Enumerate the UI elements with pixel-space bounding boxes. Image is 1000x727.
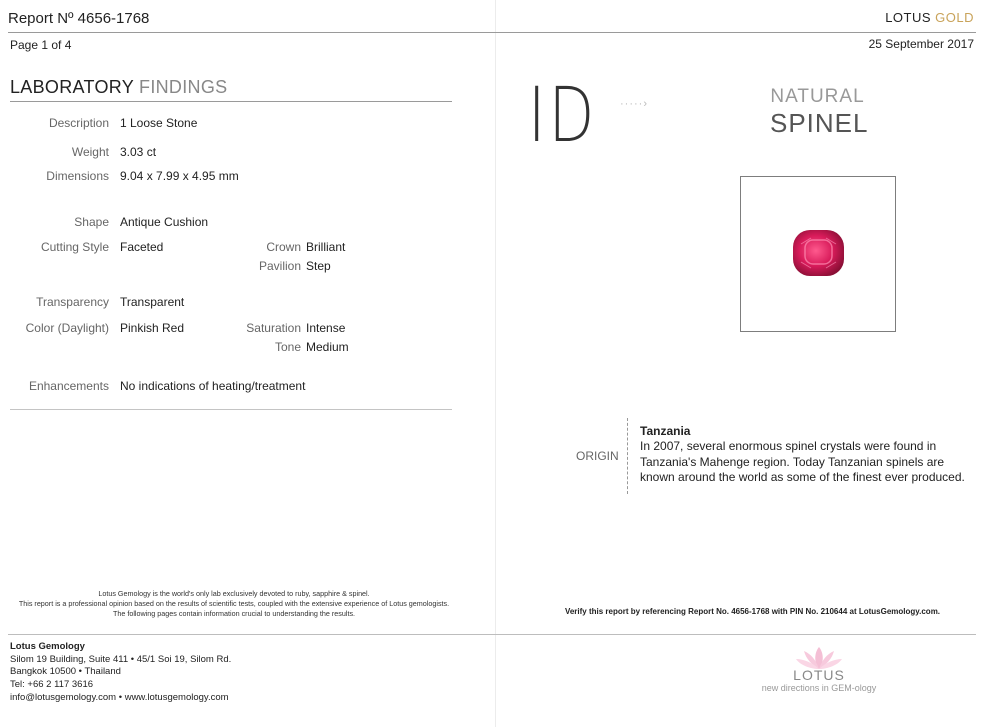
disclaimer-line-1: Lotus Gemology is the world's only lab exclusively devoted to ruby, sapphire & spinel.	[98, 589, 370, 598]
report-number: Report Nº 4656-1768	[8, 10, 150, 27]
address-line-2: Bangkok 10500 • Thailand	[10, 666, 121, 678]
address-line-1: Silom 19 Building, Suite 411 • 45/1 Soi 19, Silom Rd.	[10, 653, 232, 665]
origin-divider	[627, 418, 628, 494]
origin-label: ORIGIN	[576, 449, 619, 463]
lotus-logo-word: LOTUS	[793, 667, 845, 683]
findings-top-rule	[10, 101, 452, 102]
footer-rule	[8, 634, 976, 635]
id-mark: ID	[528, 70, 598, 159]
cutting-style-label: Cutting Style	[40, 240, 109, 254]
company-name: Lotus Gemology	[10, 641, 85, 652]
dimensions-label: Dimensions	[46, 169, 109, 183]
lotus-logo	[760, 645, 878, 693]
shape-value: Antique Cushion	[120, 215, 209, 229]
description-label: Description	[48, 116, 109, 130]
company-address	[10, 641, 231, 705]
telephone: Tel: +66 2 117 3616	[10, 679, 94, 691]
tone-value: Medium	[306, 340, 349, 354]
crown-value: Brilliant	[306, 240, 346, 254]
origin-description: In 2007, several enormous spinel crystals were found in Tanzania's Mahenge region. Today Tanzanian spinels are known around the world as some of the finest ever produced.	[640, 439, 965, 484]
contact-links[interactable]: info@lotusgemology.com • www.lotusgemology.com	[10, 691, 229, 703]
title-laboratory: LABORATORY	[10, 77, 134, 97]
report-date: 25 September 2017	[868, 37, 974, 51]
spinel-gem-icon	[791, 228, 846, 278]
header-rule	[8, 32, 976, 33]
weight-value: 3.03 ct	[120, 145, 157, 159]
brand-name	[885, 10, 974, 25]
tone-label: Tone	[274, 340, 301, 354]
transparency-value: Transparent	[120, 295, 185, 309]
saturation-label: Saturation	[246, 321, 301, 335]
enhancements-label: Enhancements	[28, 379, 109, 393]
disclaimer-line-2: This report is a professional opinion based on the results of scientific tests, coupled with the extensive experience of Lotus gemologists. The following pages contain information crucial to understanding the results.	[18, 599, 450, 618]
crown-label: Crown	[266, 240, 301, 254]
weight-label: Weight	[71, 145, 109, 159]
shape-label: Shape	[74, 215, 109, 229]
verify-note: Verify this report by referencing Report No. 4656-1768 with PIN No. 210644 at LotusGemology.com.	[564, 607, 941, 616]
findings-bottom-rule	[10, 409, 452, 410]
origin-country: Tanzania	[640, 424, 691, 438]
brand-lotus: LOTUS	[885, 10, 932, 25]
color-label: Color (Daylight)	[25, 321, 109, 335]
lotus-tagline: new directions in GEM-ology	[761, 683, 877, 693]
color-value: Pinkish Red	[120, 321, 185, 335]
dotted-arrow-icon: ·····›	[620, 98, 648, 110]
natural-label: NATURAL	[770, 86, 865, 107]
species-name: SPINEL	[770, 108, 869, 138]
gem-photo-frame	[740, 176, 896, 332]
transparency-label: Transparency	[36, 295, 109, 309]
disclaimer	[14, 589, 454, 619]
enhancements-value: No indications of heating/treatment	[120, 379, 306, 393]
title-findings: FINDINGS	[139, 77, 228, 97]
cutting-style-value: Faceted	[120, 240, 164, 254]
dimensions-value: 9.04 x 7.99 x 4.95 mm	[120, 169, 239, 183]
brand-gold: GOLD	[935, 10, 974, 25]
description-value: 1 Loose Stone	[120, 116, 198, 130]
page-fold	[495, 0, 496, 727]
pavilion-label: Pavilion	[258, 259, 301, 273]
saturation-value: Intense	[306, 321, 346, 335]
pavilion-value: Step	[306, 259, 331, 273]
page-number: Page 1 of 4	[10, 38, 72, 52]
section-title	[10, 77, 227, 98]
